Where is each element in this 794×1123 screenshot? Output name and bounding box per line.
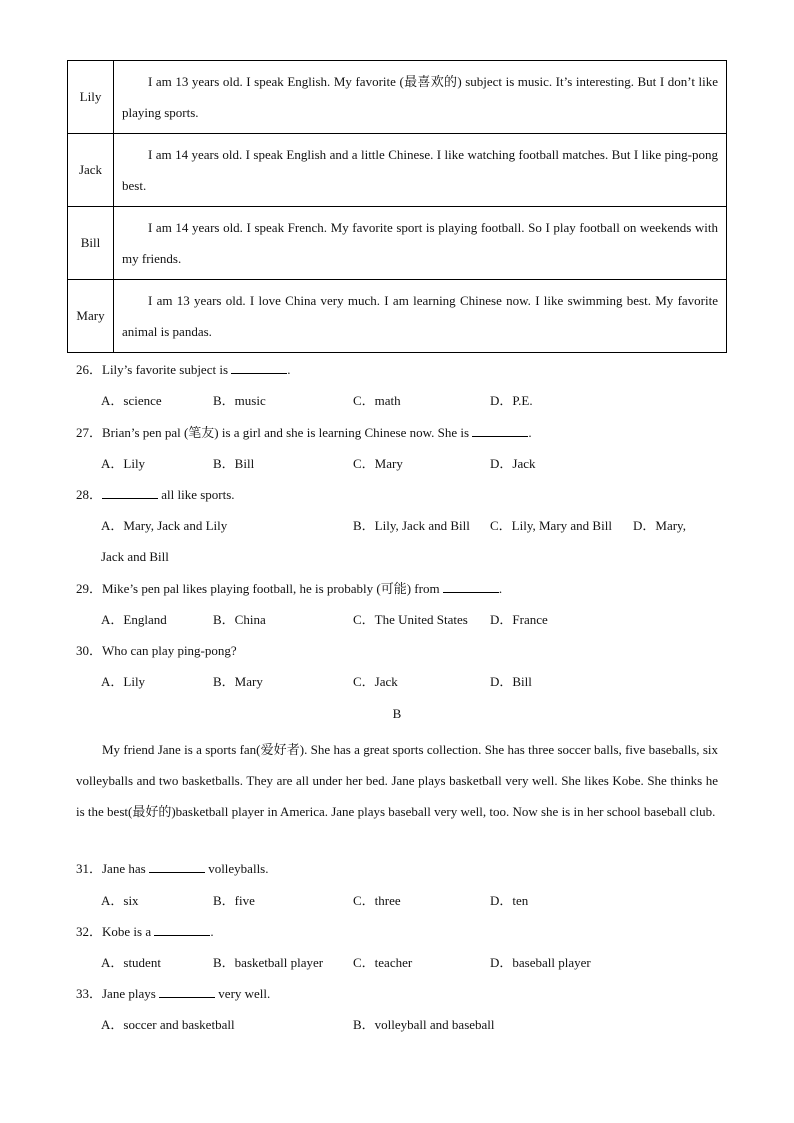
option-c: C．math [353,393,401,408]
question-32: 32．Kobe is a . [76,924,214,939]
table-row [68,207,727,280]
question-33: 33．Jane plays very well. [76,986,271,1001]
option-b: B．volleyball and baseball [353,1017,495,1032]
row-name: Mary [68,280,114,353]
option-d: D．France [490,612,548,627]
option-c: C．three [353,893,401,908]
answer-blank [231,361,287,374]
row-name: Lily [68,61,114,134]
option-a: A．Lily [101,456,146,471]
question-28: 28． all like sports. [76,487,235,502]
answer-blank [472,424,528,437]
question-29: 29．Mike’s pen pal likes playing football, he is probably (可能) from . [76,581,503,596]
option-d: D．Jack [490,456,536,471]
row-name: Jack [68,134,114,207]
option-d-continued: Jack and Bill [101,549,169,564]
option-a: A．student [101,955,161,970]
reading-passage: My friend Jane is a sports fan(爱好者). She has a great sports collection. She has three soccer balls, five baseballs, six volleyballs and two basketballs. They are all under her bed. Jane plays basketball very well. She likes Kobe. She thinks he is the best(最好的)basketball player in America. Jane plays baseball very well, too. Now she is in her school baseball club. [76,742,718,819]
question-31: 31．Jane has volleyballs. [76,861,269,876]
option-b: B．China [213,612,266,627]
option-c: C．Jack [353,674,398,689]
option-a: A．Lily [101,674,146,689]
option-d: D．baseball player [490,955,591,970]
option-d: D．P.E. [490,393,533,408]
option-b: B．Mary [213,674,263,689]
option-a: A．science [101,393,162,408]
question-27: 27．Brian’s pen pal (笔友) is a girl and she is learning Chinese now. She is . [76,425,532,440]
answer-blank [149,860,205,873]
option-b: B．five [213,893,255,908]
option-b: B．basketball player [213,955,324,970]
answer-blank [443,580,499,593]
option-a: A．Mary, Jack and Lily [101,518,228,533]
section-title: B [392,706,402,721]
question-26: 26．Lily’s favorite subject is . [76,362,291,377]
option-d: D．ten [490,893,529,908]
answer-blank [154,923,210,936]
row-text: I am 13 years old. I love China very much. I am learning Chinese now. I like swimming best. My favorite animal is pandas. [114,280,727,353]
option-c: C．The United States [353,612,468,627]
option-c: C．Mary [353,456,403,471]
question-30: 30．Who can play ping-pong? [76,643,237,658]
option-c: C．teacher [353,955,413,970]
option-d: D．Bill [490,674,532,689]
pen-pal-table [67,60,727,353]
option-d: D．Mary, [633,518,686,533]
row-text: I am 14 years old. I speak French. My favorite sport is playing football. So I play football on weekends with my friends. [114,207,727,280]
option-b: B．music [213,393,266,408]
row-text: I am 14 years old. I speak English and a little Chinese. I like watching football matches. But I like ping-pong best. [114,134,727,207]
option-c: C．Lily, Mary and Bill [490,518,612,533]
row-text: I am 13 years old. I speak English. My favorite (最喜欢的) subject is music. It’s interesting. But I don’t like playing sports. [114,61,727,134]
option-b: B．Lily, Jack and Bill [353,518,470,533]
table-row [68,134,727,207]
option-a: A．six [101,893,139,908]
table-row [68,61,727,134]
option-a: A．England [101,612,167,627]
answer-blank [159,985,215,998]
option-b: B．Bill [213,456,255,471]
answer-blank [102,486,158,499]
option-a: A．soccer and basketball [101,1017,235,1032]
row-name: Bill [68,207,114,280]
table-row [68,280,727,353]
